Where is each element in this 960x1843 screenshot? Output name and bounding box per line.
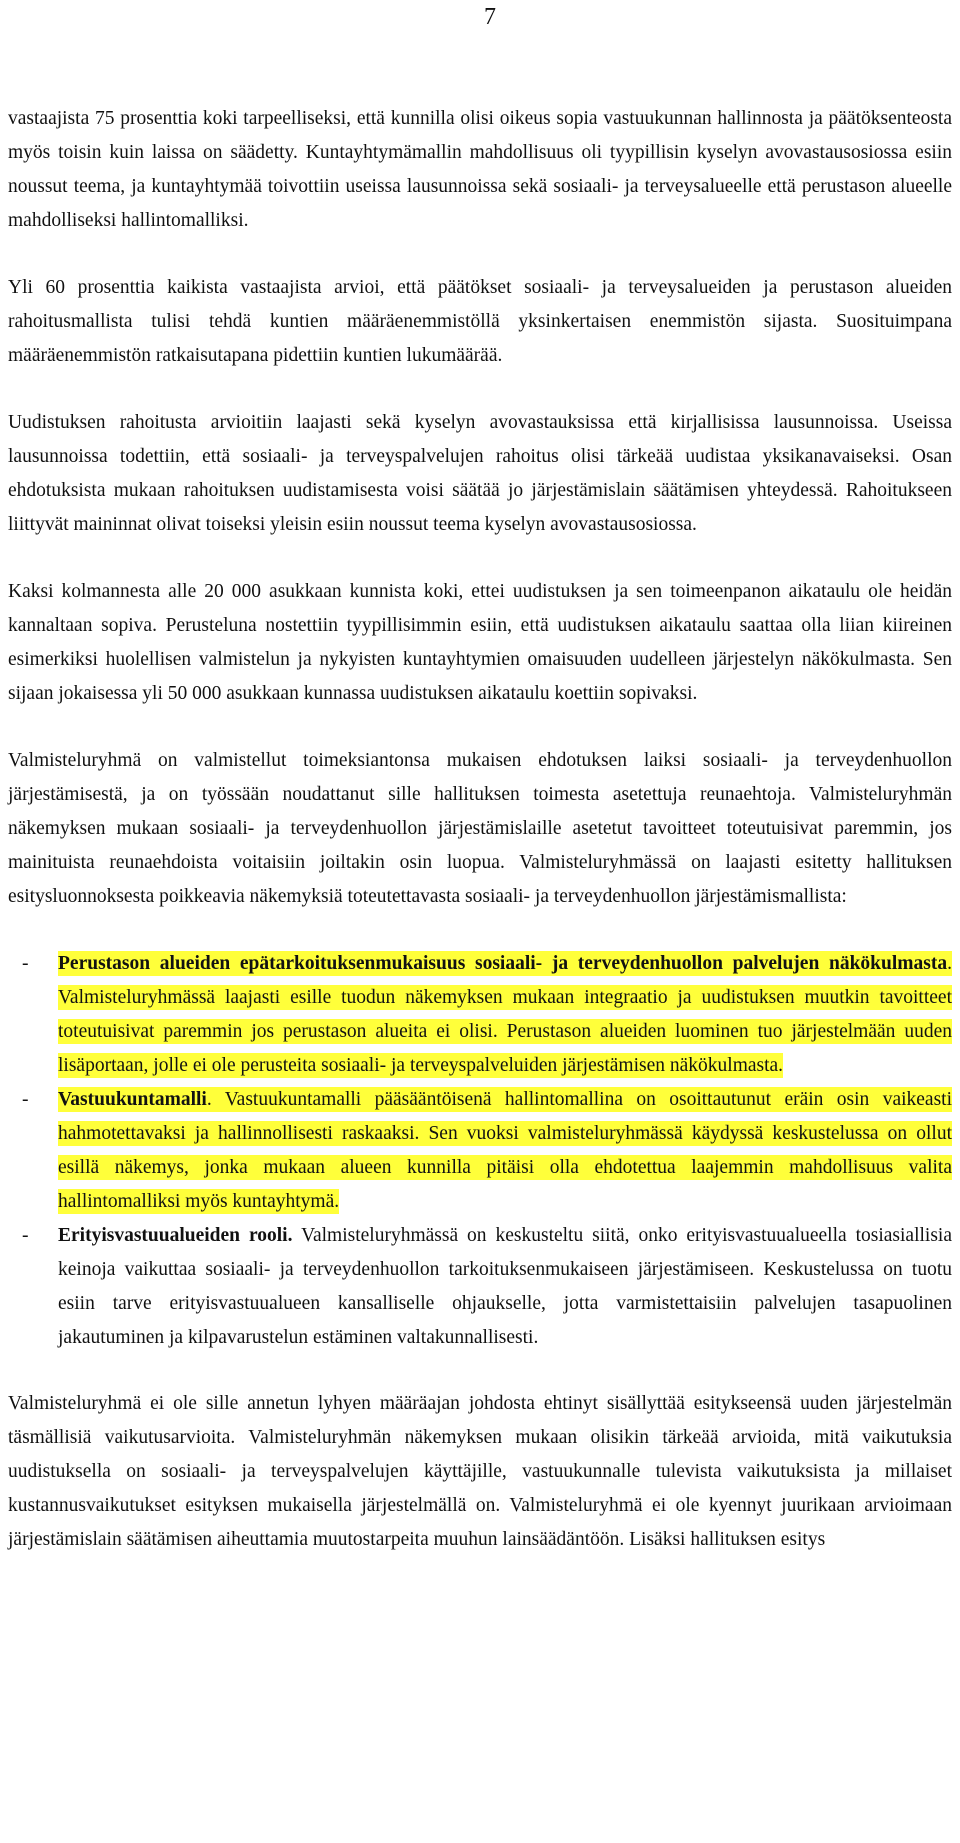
bullet-dash: - bbox=[22, 1089, 29, 1110]
page-number: 7 bbox=[484, 4, 496, 30]
bullet-heading: Perustason alueiden epätarkoituksenmukaisuus sosiaali- ja terveydenhuollon palvelujen näkökulmasta bbox=[58, 953, 948, 974]
bullet-item-basic-level-areas bbox=[8, 947, 952, 1083]
paragraph-impact-assessment: Valmisteluryhmä ei ole sille annetun lyhyen määräajan johdosta ehtinyt sisällyttää esitykseensä uuden järjestelmän täsmällisiä vaikutusarvioita. Valmisteluryhmän näkemyksen mukaan olisikin tärkeää arvioida, mitä vaikutuksia uudistuksella on sosiaali- ja terveyspalvelujen käyttäjille, vastuukunnalle tulevista vaikutuksista ja millaiset kustannusvaikutukset esityksen mukaisella järjestelmällä on. Valmisteluryhmä ei ole kyennyt juurikaan arvioimaan järjestämislain säätämisen aiheuttamia muutostarpeita muuhun lainsäädäntöön. Lisäksi hallituksen esitys bbox=[8, 1393, 952, 1550]
paragraph-working-group: Valmisteluryhmä on valmistellut toimeksiantonsa mukaisen ehdotuksen laiksi sosiaali- ja terveydenhuollon järjestämisestä, ja on työssään noudattanut sille hallituksen toimesta asetettuja reunaehtoja. Valmisteluryhmän näkemyksen mukaan sosiaali- ja terveydenhuollon järjestämislaille asetetut tavoitteet toteutuisivat paremmin, jos mainituista reunaehdoista voitaisiin joiltakin osin luopua. Valmisteluryhmässä on laajasti esitetty hallituksen esitysluonnoksesta poikkeavia näkemyksiä toteutettavasta sosiaali- ja terveydenhuollon järjestämismallista: bbox=[8, 750, 952, 907]
paragraph-schedule: Kaksi kolmannesta alle 20 000 asukkaan kunnista koki, ettei uudistuksen ja sen toimeenpanon aikataulu ole heidän kannaltaan sopiva. Perusteluna nostettiin tyypillisimmin esiin, että uudistuksen aikataulu saattaa olla liian kiireinen esimerkiksi huolellisen valmistelun ja nykyisten kuntayhtymien omaisuuden uudelleen järjestelyn näkökulmasta. Sen sijaan jokaisessa yli 50 000 asukkaan kunnassa uudistuksen aikataulu koettiin sopivaksi. bbox=[8, 581, 952, 704]
bullet-body: . Vastuukuntamalli pääsääntöisenä hallintomallina on osoittautunut eräin osin vaikeasti hahmotettavaksi ja hallinnollisesti raskaaksi. Sen vuoksi valmisteluryhmässä käydyssä keskustelussa on ollut esillä näkemys, jonka mukaan alueen kunnilla pitäisi olla ehdotettua laajemmin mahdollisuus valita hallintomalliksi myös kuntayhtymä. bbox=[58, 1089, 952, 1212]
paragraph-governance: vastaajista 75 prosenttia koki tarpeelliseksi, että kunnilla olisi oikeus sopia vastuukunnan hallinnosta ja päätöksenteosta myös toisin kuin laissa on säädetty. Kuntayhtymämallin mahdollisuus oli tyypillisin kyselyn avovastausosiossa esiin noussut teema, ja kuntayhtymää toivottiin useissa lausunnoissa sekä sosiaali- ja terveysalueelle että perustason alueelle mahdolliseksi hallintomalliksi. bbox=[8, 108, 952, 231]
paragraph-financing-decision: Yli 60 prosenttia kaikista vastaajista arvioi, että päätökset sosiaali- ja terveysalueiden ja perustason alueiden rahoitusmallista tulisi tehdä kuntien määräenemmistöllä yksinkertaisen enemmistön sijasta. Suosituimpana määräenemmistön ratkaisutapana pidettiin kuntien lukumäärää. bbox=[8, 277, 952, 366]
highlighted-text bbox=[58, 951, 952, 1078]
bullet-dash: - bbox=[22, 953, 29, 974]
paragraph-financing-reform: Uudistuksen rahoitusta arvioitiin laajasti sekä kyselyn avovastauksissa että kirjallisissa lausunnoissa. Useissa lausunnoissa todettiin, että sosiaali- ja terveyspalvelujen rahoitus olisi tärkeää uudistaa yksikanavaiseksi. Osan ehdotuksista mukaan rahoituksen uudistamisesta voisi säätää jo järjestämislain säätämisen yhteydessä. Rahoitukseen liittyvät maininnat olivat toiseksi yleisin esiin noussut teema kyselyn avovastausosiossa. bbox=[8, 412, 952, 535]
bullet-body: Valmisteluryhmässä on keskusteltu siitä, onko erityisvastuualueella tosiasiallisia keinoja vaikuttaa sosiaali- ja terveydenhuollon tarkoituksenmukaiseen järjestämiseen. Keskustelussa on tuotu esiin tarve erityisvastuualueen kansalliselle ohjaukselle, jotta varmistettaisiin palvelujen tasapuolinen jakautuminen ja kilpavarustelun estäminen valtakunnallisesti. bbox=[58, 1225, 953, 1348]
highlighted-text bbox=[58, 1087, 952, 1214]
bullet-list bbox=[8, 947, 952, 1355]
bullet-heading: Vastuukuntamalli bbox=[58, 1089, 207, 1110]
bullet-item-special-responsibility-areas bbox=[8, 1219, 952, 1355]
bullet-item-responsible-municipality bbox=[8, 1083, 952, 1219]
bullet-heading: Erityisvastuualueiden rooli. bbox=[58, 1225, 293, 1246]
bullet-body: . Valmisteluryhmässä laajasti esille tuodun näkemyksen mukaan integraatio ja uudistuksen muutkin tavoitteet toteutuisivat paremmin jos perustason alueita ei olisi. Perustason alueiden luominen tuo järjestelmään uuden lisäportaan, jolle ei ole perusteita sosiaali- ja terveyspalveluiden järjestämisen näkökulmasta. bbox=[58, 953, 952, 1076]
bullet-dash: - bbox=[22, 1225, 29, 1246]
